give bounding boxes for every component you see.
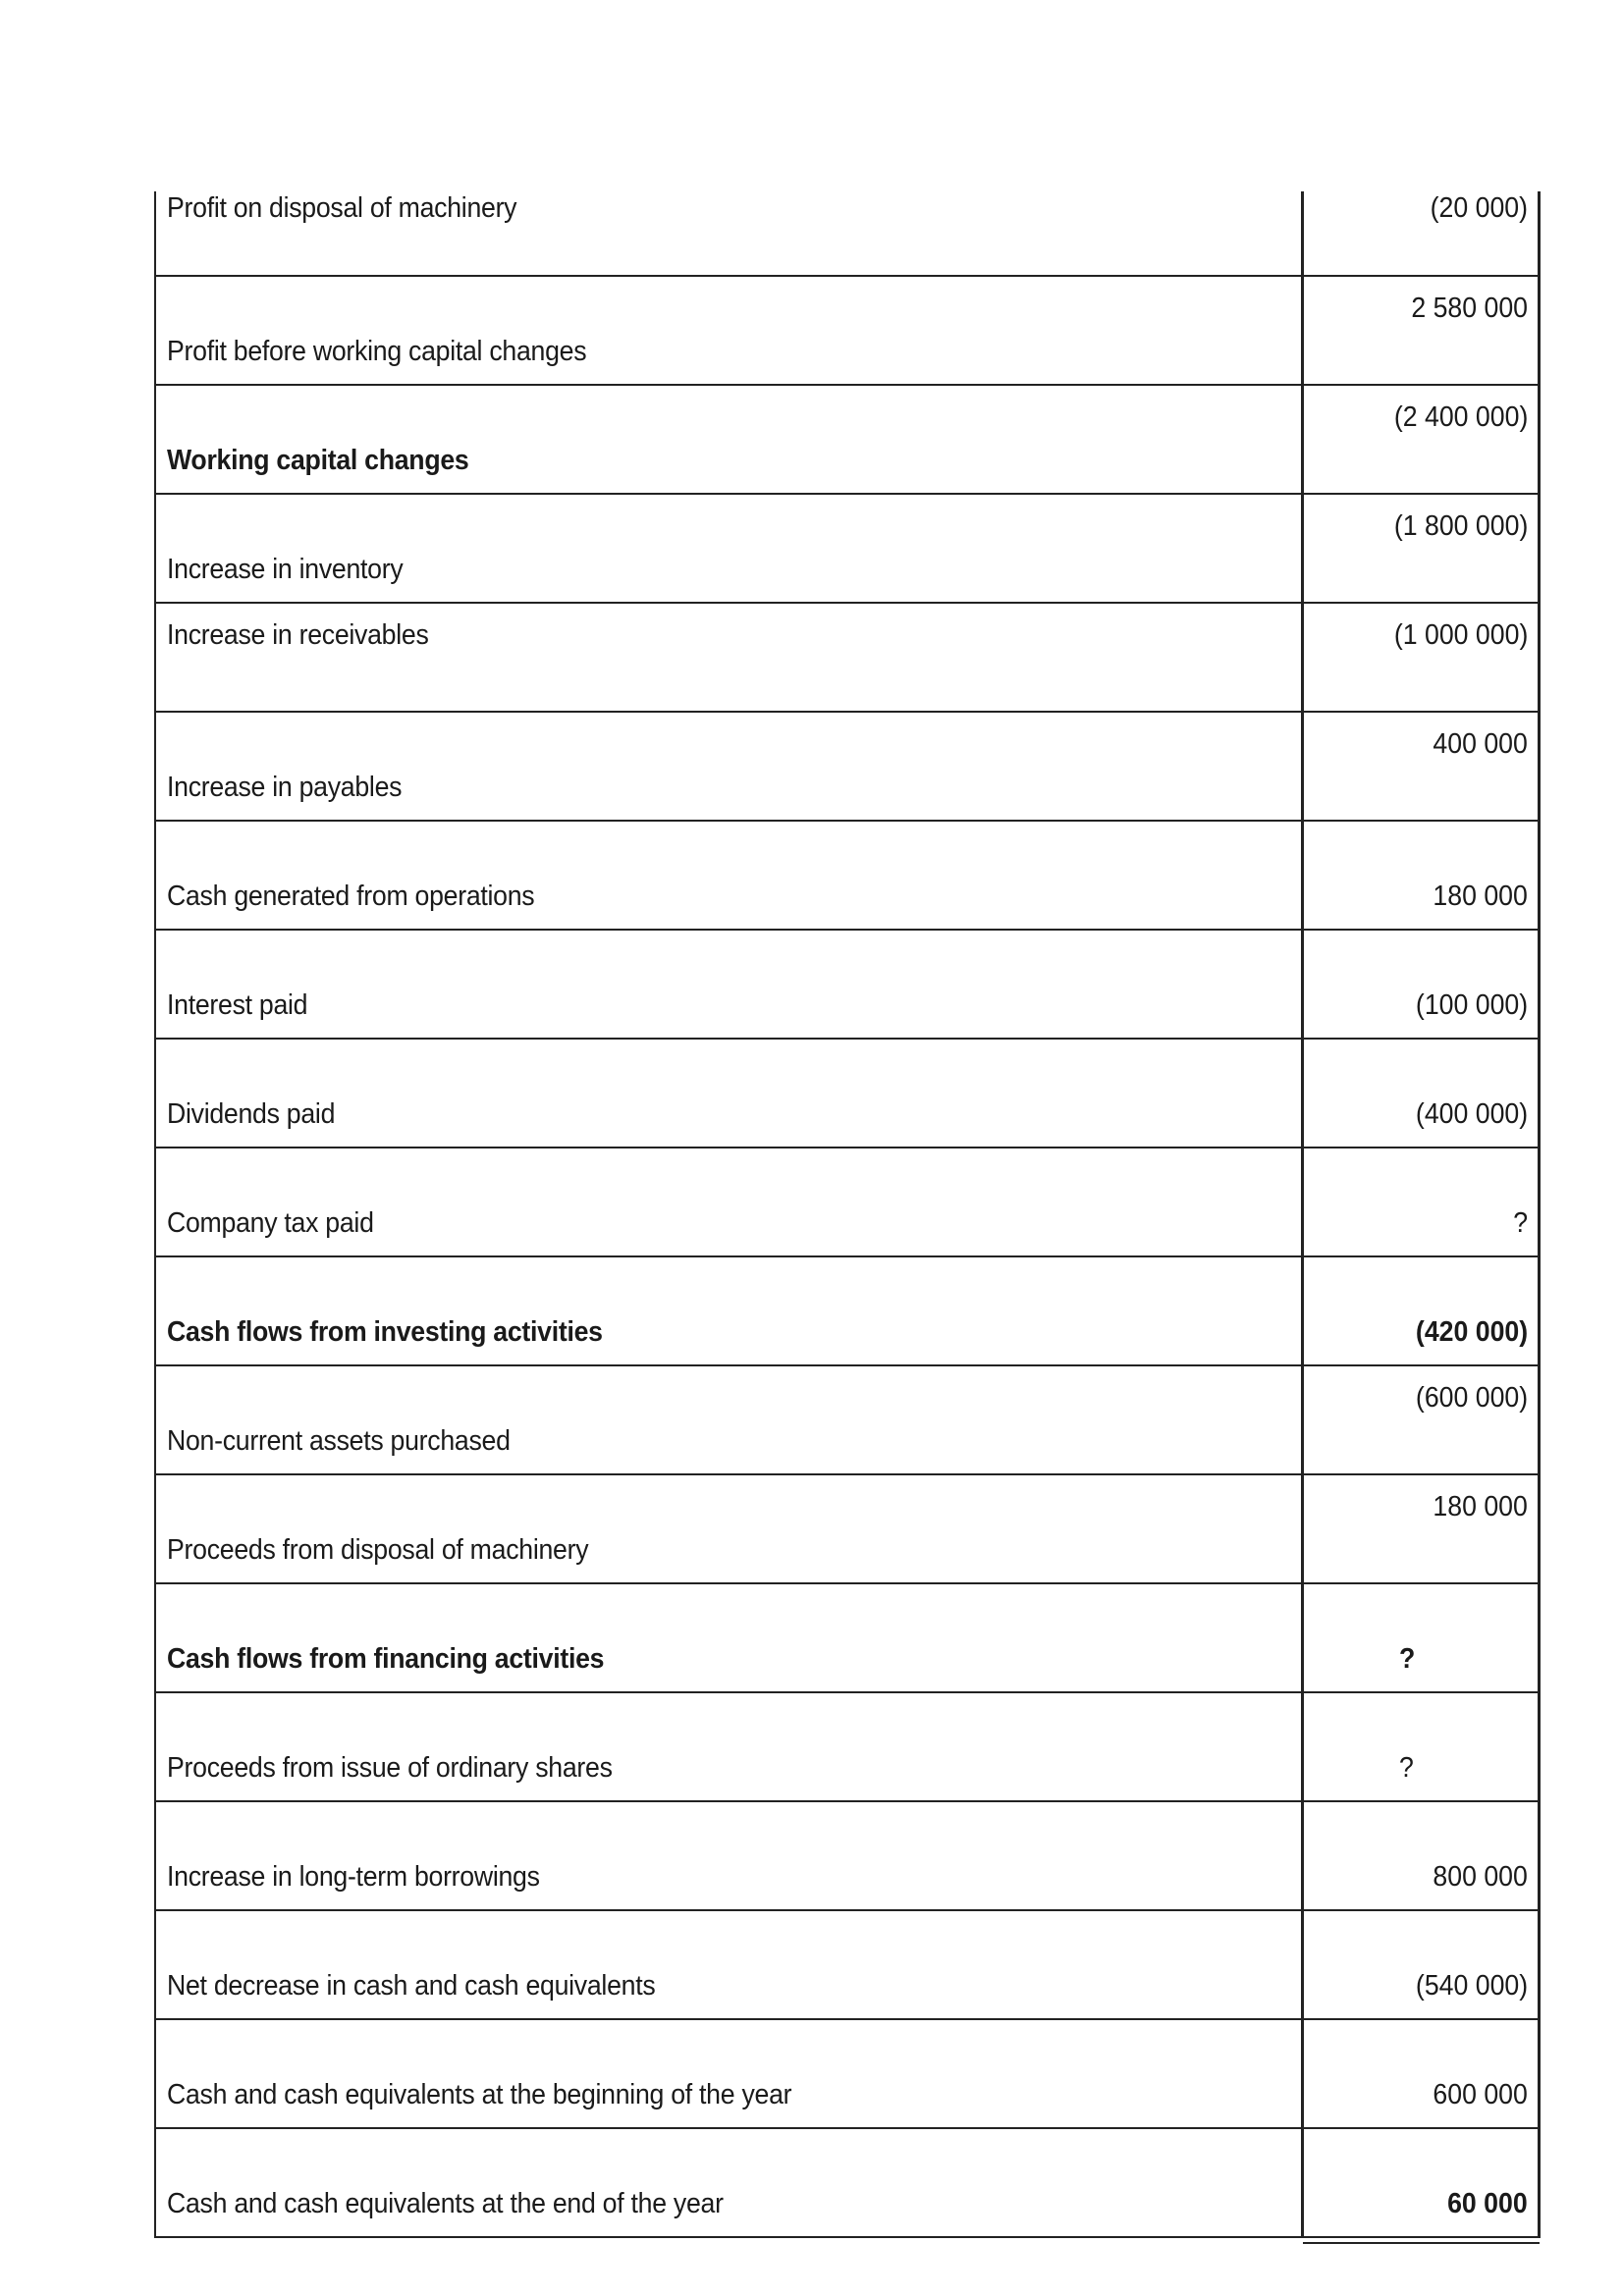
table-column-divider — [1301, 822, 1304, 931]
table-left-border — [154, 386, 156, 495]
row-label: Dividends paid — [167, 1098, 336, 1130]
table-right-border — [1538, 386, 1541, 495]
row-label: Proceeds from issue of ordinary shares — [167, 1752, 613, 1784]
row-label: Increase in receivables — [167, 619, 429, 651]
table-row — [154, 2129, 1540, 2238]
table-left-border — [154, 931, 156, 1040]
row-amount: 600 000 — [1433, 2079, 1528, 2110]
table-right-border — [1538, 1040, 1541, 1148]
table-left-border — [154, 191, 156, 277]
table-left-border — [154, 1040, 156, 1148]
row-label: Cash and cash equivalents at the end of the year — [167, 2188, 724, 2219]
table-left-border — [154, 1257, 156, 1366]
table-column-divider — [1301, 604, 1304, 713]
table-right-border — [1538, 495, 1541, 604]
row-amount: 400 000 — [1433, 728, 1528, 760]
table-column-divider — [1301, 713, 1304, 822]
table-right-border — [1538, 1911, 1541, 2020]
table-row — [154, 277, 1540, 386]
row-amount: (1 800 000) — [1393, 510, 1528, 542]
row-amount: (400 000) — [1415, 1098, 1528, 1130]
row-label: Cash and cash equivalents at the beginning of the year — [167, 2079, 792, 2110]
row-amount: (600 000) — [1415, 1382, 1528, 1414]
table-right-border — [1538, 604, 1541, 713]
row-amount: (1 000 000) — [1393, 619, 1528, 651]
row-label: Increase in payables — [167, 772, 403, 803]
table-right-border — [1538, 931, 1541, 1040]
row-amount: 800 000 — [1433, 1861, 1528, 1893]
table-row — [154, 1802, 1540, 1911]
table-row — [154, 1040, 1540, 1148]
row-label: Cash flows from financing activities — [167, 1643, 605, 1675]
table-column-divider — [1301, 1802, 1304, 1911]
table-left-border — [154, 1802, 156, 1911]
table-left-border — [154, 2020, 156, 2129]
table-right-border — [1538, 191, 1541, 277]
table-left-border — [154, 604, 156, 713]
table-row — [154, 822, 1540, 931]
table-right-border — [1538, 1475, 1541, 1584]
row-amount: (100 000) — [1415, 989, 1528, 1021]
row-label: Profit on disposal of machinery — [167, 192, 517, 224]
table-row — [154, 1693, 1540, 1802]
row-label: Cash generated from operations — [167, 881, 535, 912]
table-left-border — [154, 822, 156, 931]
table-row — [154, 931, 1540, 1040]
row-label: Increase in long-term borrowings — [167, 1861, 540, 1893]
table-row — [154, 191, 1540, 277]
row-label: Non-current assets purchased — [167, 1425, 511, 1457]
table-column-divider — [1301, 495, 1304, 604]
table-left-border — [154, 277, 156, 386]
table-row — [154, 386, 1540, 495]
table-row — [154, 1257, 1540, 1366]
total-double-underline — [1303, 2242, 1540, 2244]
table-right-border — [1538, 1693, 1541, 1802]
table-right-border — [1538, 1257, 1541, 1366]
table-left-border — [154, 1693, 156, 1802]
row-amount: (2 400 000) — [1393, 401, 1528, 433]
table-left-border — [154, 1911, 156, 2020]
table-column-divider — [1301, 1584, 1304, 1693]
table-column-divider — [1301, 1475, 1304, 1584]
row-amount: 60 000 — [1447, 2188, 1528, 2219]
table-left-border — [154, 2129, 156, 2238]
table-right-border — [1538, 277, 1541, 386]
table-column-divider — [1301, 2020, 1304, 2129]
table-right-border — [1538, 2129, 1541, 2238]
table-right-border — [1538, 1366, 1541, 1475]
table-column-divider — [1301, 1693, 1304, 1802]
table-row — [154, 2020, 1540, 2129]
table-column-divider — [1301, 386, 1304, 495]
row-label: Net decrease in cash and cash equivalents — [167, 1970, 656, 2002]
table-column-divider — [1301, 191, 1304, 277]
table-column-divider — [1301, 931, 1304, 1040]
table-right-border — [1538, 1802, 1541, 1911]
table-row — [154, 1584, 1540, 1693]
row-label: Cash flows from investing activities — [167, 1316, 603, 1348]
table-column-divider — [1301, 2129, 1304, 2238]
cash-flow-statement-table — [154, 191, 1540, 2238]
row-amount: (540 000) — [1415, 1970, 1528, 2002]
row-amount: ? — [1399, 1643, 1416, 1675]
table-right-border — [1538, 2020, 1541, 2129]
row-amount: ? — [1513, 1207, 1528, 1239]
table-row — [154, 1475, 1540, 1584]
row-label: Interest paid — [167, 989, 308, 1021]
table-row — [154, 495, 1540, 604]
table-left-border — [154, 713, 156, 822]
table-right-border — [1538, 1148, 1541, 1257]
row-label: Working capital changes — [167, 445, 469, 476]
table-left-border — [154, 1366, 156, 1475]
table-row — [154, 1911, 1540, 2020]
table-right-border — [1538, 1584, 1541, 1693]
row-amount: 180 000 — [1433, 881, 1528, 912]
row-label: Company tax paid — [167, 1207, 374, 1239]
table-column-divider — [1301, 1911, 1304, 2020]
table-row — [154, 1366, 1540, 1475]
table-row — [154, 1148, 1540, 1257]
row-label: Proceeds from disposal of machinery — [167, 1534, 589, 1566]
table-right-border — [1538, 713, 1541, 822]
table-column-divider — [1301, 1040, 1304, 1148]
table-left-border — [154, 495, 156, 604]
table-left-border — [154, 1584, 156, 1693]
row-amount: (420 000) — [1415, 1316, 1528, 1348]
row-label: Profit before working capital changes — [167, 336, 587, 367]
row-amount: 2 580 000 — [1411, 293, 1528, 324]
table-column-divider — [1301, 277, 1304, 386]
table-left-border — [154, 1148, 156, 1257]
table-right-border — [1538, 822, 1541, 931]
row-amount: (20 000) — [1430, 192, 1528, 224]
table-column-divider — [1301, 1148, 1304, 1257]
table-row — [154, 604, 1540, 713]
table-left-border — [154, 1475, 156, 1584]
row-amount: 180 000 — [1433, 1491, 1528, 1522]
row-amount: ? — [1399, 1752, 1414, 1784]
row-label: Increase in inventory — [167, 554, 404, 585]
table-row — [154, 713, 1540, 822]
table-column-divider — [1301, 1257, 1304, 1366]
table-column-divider — [1301, 1366, 1304, 1475]
